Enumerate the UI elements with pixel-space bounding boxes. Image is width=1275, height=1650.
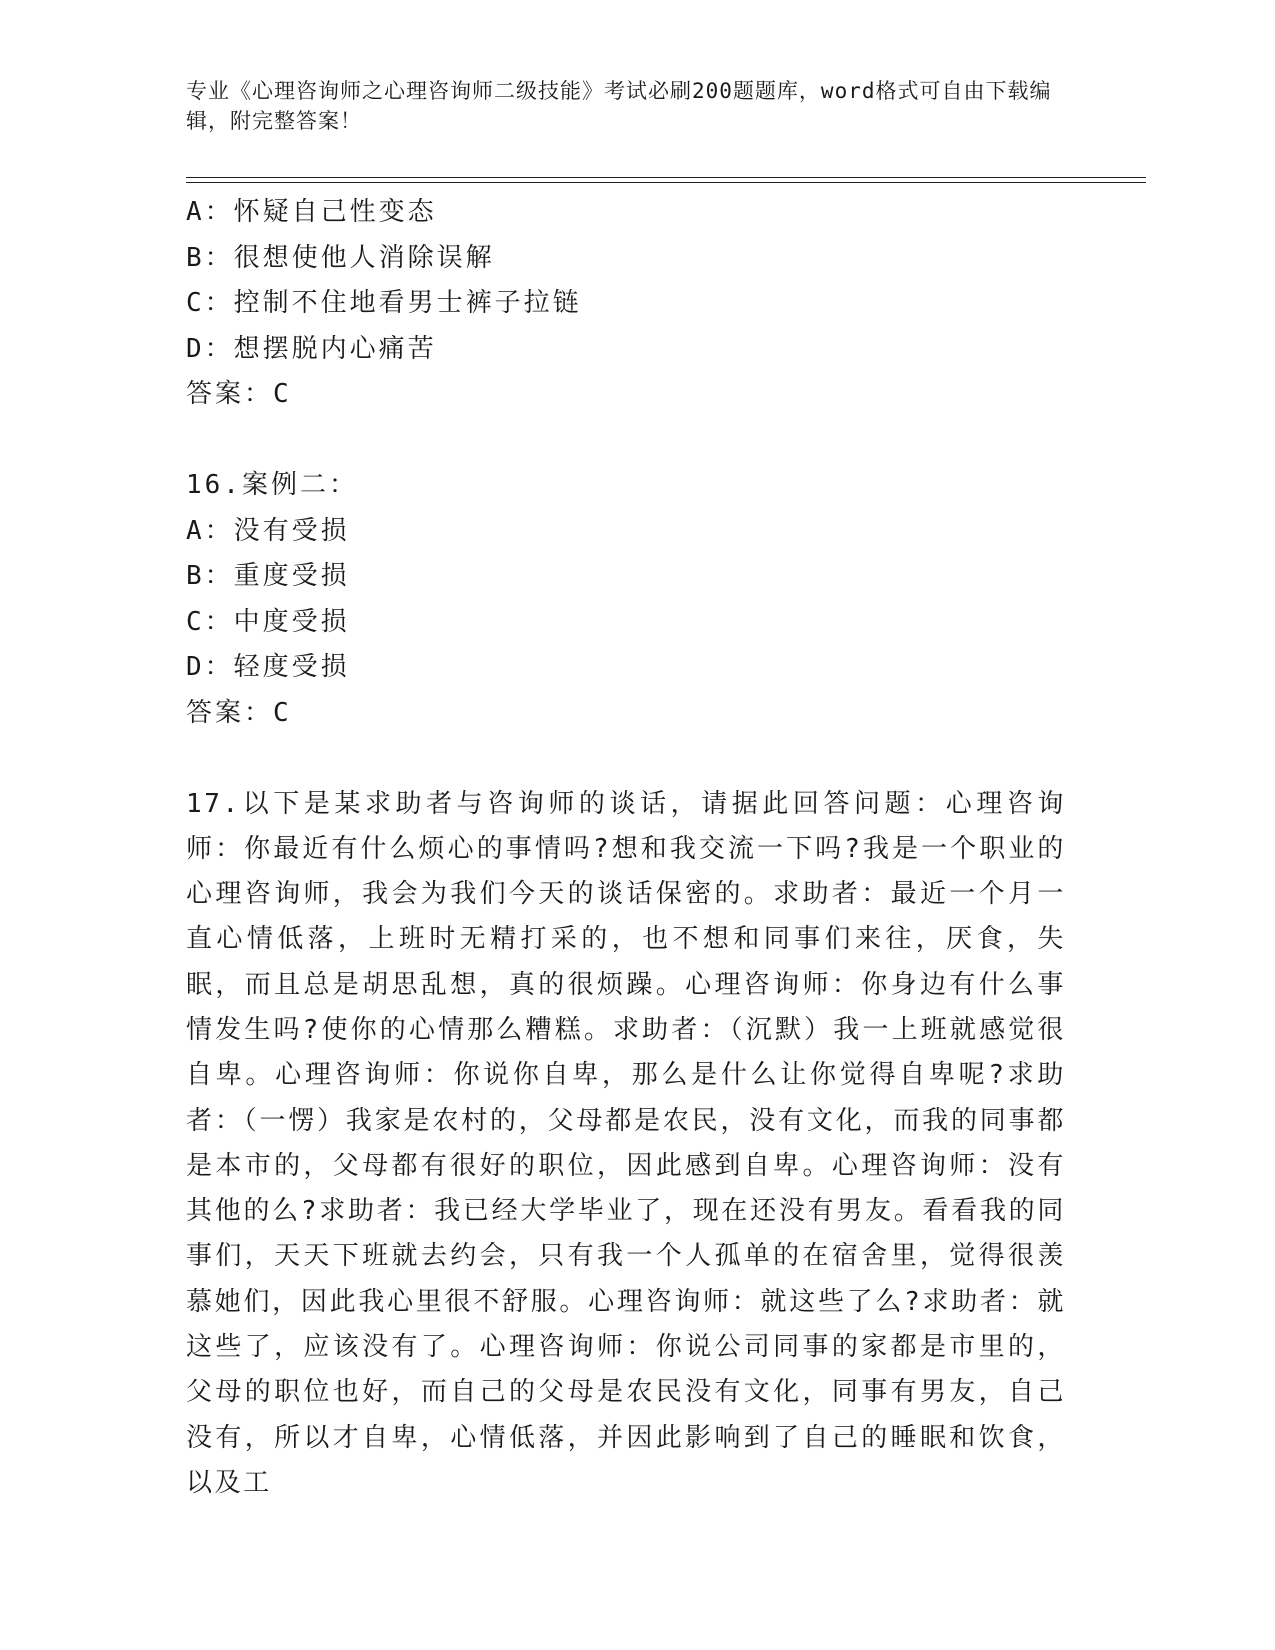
answer: 答案：C xyxy=(186,379,292,409)
option-d: D：轻度受损 xyxy=(186,652,350,682)
header-divider-top xyxy=(186,177,1146,178)
option-b: B：重度受损 xyxy=(186,561,350,591)
question-text: 17.以下是某求助者与咨询师的谈话，请据此回答问题：心理咨询师：你最近有什么烦心的事情吗?想和我交流一下吗?我是一个职业的心理咨询师，我会为我们今天的谈话保密的。求助者：最近一个月一直心情低落，上班时无精打采的，也不想和同事们来往，厌食，失眠，而且总是胡思乱想，真的很烦躁。心理咨询师：你身边有什么事情发生吗?使你的心情那么糟糕。求助者：（沉默）我一上班就感觉很自卑。心理咨询师：你说你自卑，那么是什么让你觉得自卑呢?求助者：（一愣）我家是农村的，父母都是农民，没有文化，而我的同事都是本市的，父母都有很好的职位，因此感到自卑。心理咨询师：没有其他的么?求助者：我已经大学毕业了，现在还没有男友。看看我的同事们，天天下班就去约会，只有我一个人孤单的在宿舍里，觉得很羡慕她们，因此我心里很不舒服。心理咨询师：就这些了么?求助者：就这些了，应该没有了。心理咨询师：你说公司同事的家都是市里的，父母的职位也好，而自己的父母是农民没有文化，同事有男友，自己没有，所以才自卑，心情低落，并因此影响到了自己的睡眠和饮食，以及工 xyxy=(186,788,1066,1498)
question-17-block xyxy=(186,782,1066,1507)
question-15-block xyxy=(186,190,1066,418)
option-d: D：想摆脱内心痛苦 xyxy=(186,333,437,364)
document-header: 专业《心理咨询师之心理咨询师二级技能》考试必刷200题题库，word格式可自由下载编辑，附完整答案！ xyxy=(186,79,1052,133)
option-a: A：没有受损 xyxy=(186,515,350,546)
question-text: 16.案例二： xyxy=(186,470,358,500)
document-body xyxy=(186,190,1066,1506)
answer: 答案：C xyxy=(186,697,292,728)
option-b: B：很想使他人消除误解 xyxy=(186,242,495,273)
question-16-block xyxy=(186,463,1066,736)
header-divider-bottom xyxy=(186,182,1146,183)
option-a: A：怀疑自己性变态 xyxy=(186,197,437,227)
option-c: C：中度受损 xyxy=(186,606,350,637)
option-c: C：控制不住地看男士裤子拉链 xyxy=(186,288,582,318)
